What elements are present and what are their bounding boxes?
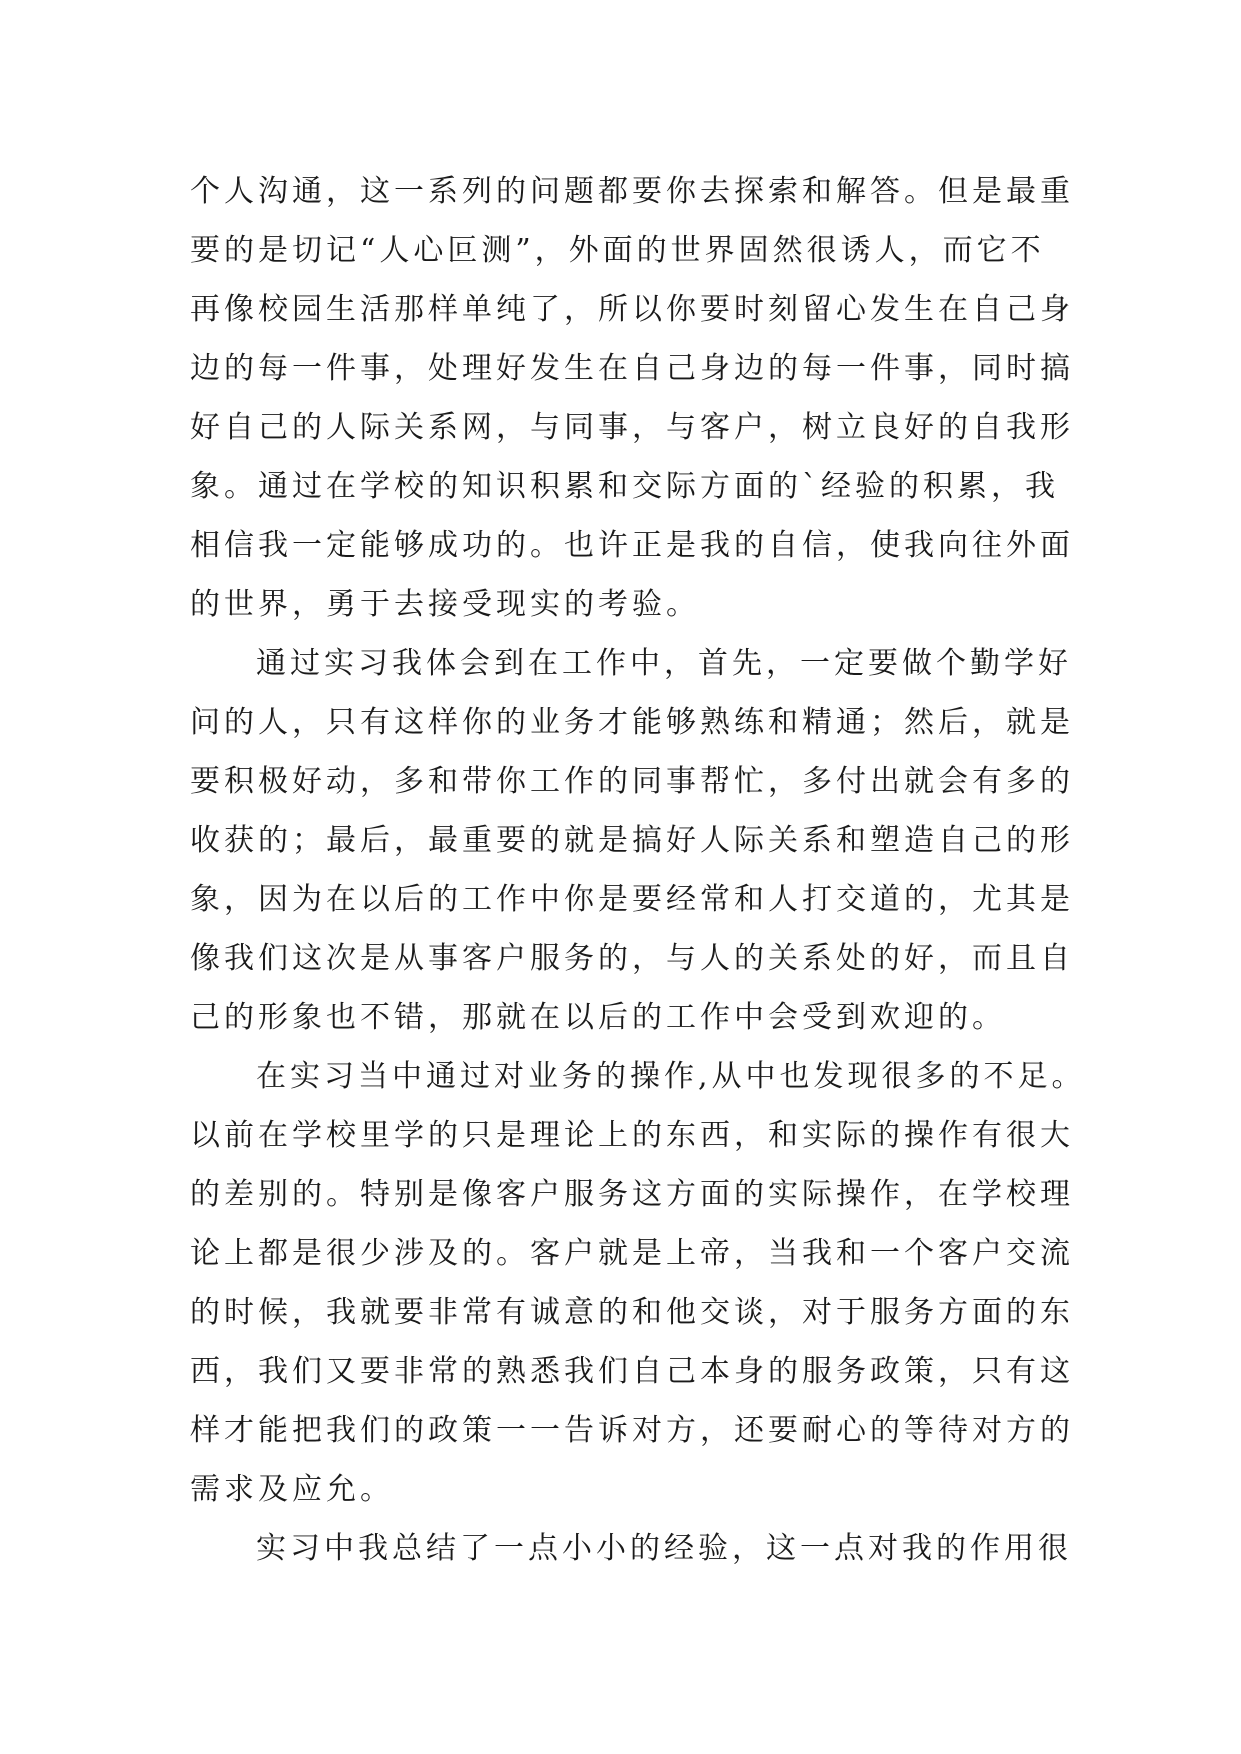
text-line: 的世界，勇于去接受现实的考验。 bbox=[190, 587, 700, 622]
paragraph-start-line: 实习中我总结了一点小小的经验，这一点对我的作用很 bbox=[256, 1531, 1072, 1566]
text-line: 需求及应允。 bbox=[190, 1472, 394, 1507]
text-line: 再像校园生活那样单纯了，所以你要时刻留心发生在自己身 bbox=[190, 292, 1074, 327]
text-line: 的时候，我就要非常有诚意的和他交谈，对于服务方面的东 bbox=[190, 1295, 1074, 1330]
text-line: 象。通过在学校的知识积累和交际方面的`经验的积累，我 bbox=[190, 469, 1059, 504]
text-line: 己的形象也不错，那就在以后的工作中会受到欢迎的。 bbox=[190, 1000, 1006, 1035]
text-line: 象，因为在以后的工作中你是要经常和人打交道的，尤其是 bbox=[190, 882, 1074, 917]
text-line: 边的每一件事，处理好发生在自己身边的每一件事，同时搞 bbox=[190, 351, 1074, 386]
text-line: 论上都是很少涉及的。客户就是上帝，当我和一个客户交流 bbox=[190, 1236, 1074, 1271]
paragraph-start-line: 通过实习我体会到在工作中，首先，一定要做个勤学好 bbox=[256, 646, 1072, 681]
text-line: 个人沟通，这一系列的问题都要你去探索和解答。但是最重 bbox=[190, 174, 1074, 209]
body-text bbox=[190, 162, 1086, 1578]
text-line: 相信我一定能够成功的。也许正是我的自信，使我向往外面 bbox=[190, 528, 1074, 563]
text-line: 要的是切记“人心叵测”，外面的世界固然很诱人，而它不 bbox=[190, 233, 1045, 268]
text-line: 要积极好动，多和带你工作的同事帮忙，多付出就会有多的 bbox=[190, 764, 1074, 799]
text-line: 像我们这次是从事客户服务的，与人的关系处的好，而且自 bbox=[190, 941, 1074, 976]
text-line: 收获的；最后，最重要的就是搞好人际关系和塑造自己的形 bbox=[190, 823, 1074, 858]
text-line: 的差别的。特别是像客户服务这方面的实际操作，在学校理 bbox=[190, 1177, 1074, 1212]
text-line: 西，我们又要非常的熟悉我们自己本身的服务政策，只有这 bbox=[190, 1354, 1074, 1389]
text-line: 样才能把我们的政策一一告诉对方，还要耐心的等待对方的 bbox=[190, 1413, 1074, 1448]
paragraph-start-line: 在实习当中通过对业务的操作,从中也发现很多的不足。 bbox=[256, 1059, 1086, 1094]
text-line: 以前在学校里学的只是理论上的东西，和实际的操作有很大 bbox=[190, 1118, 1074, 1153]
text-line: 问的人，只有这样你的业务才能够熟练和精通；然后，就是 bbox=[190, 705, 1074, 740]
text-line: 好自己的人际关系网，与同事，与客户，树立良好的自我形 bbox=[190, 410, 1074, 445]
